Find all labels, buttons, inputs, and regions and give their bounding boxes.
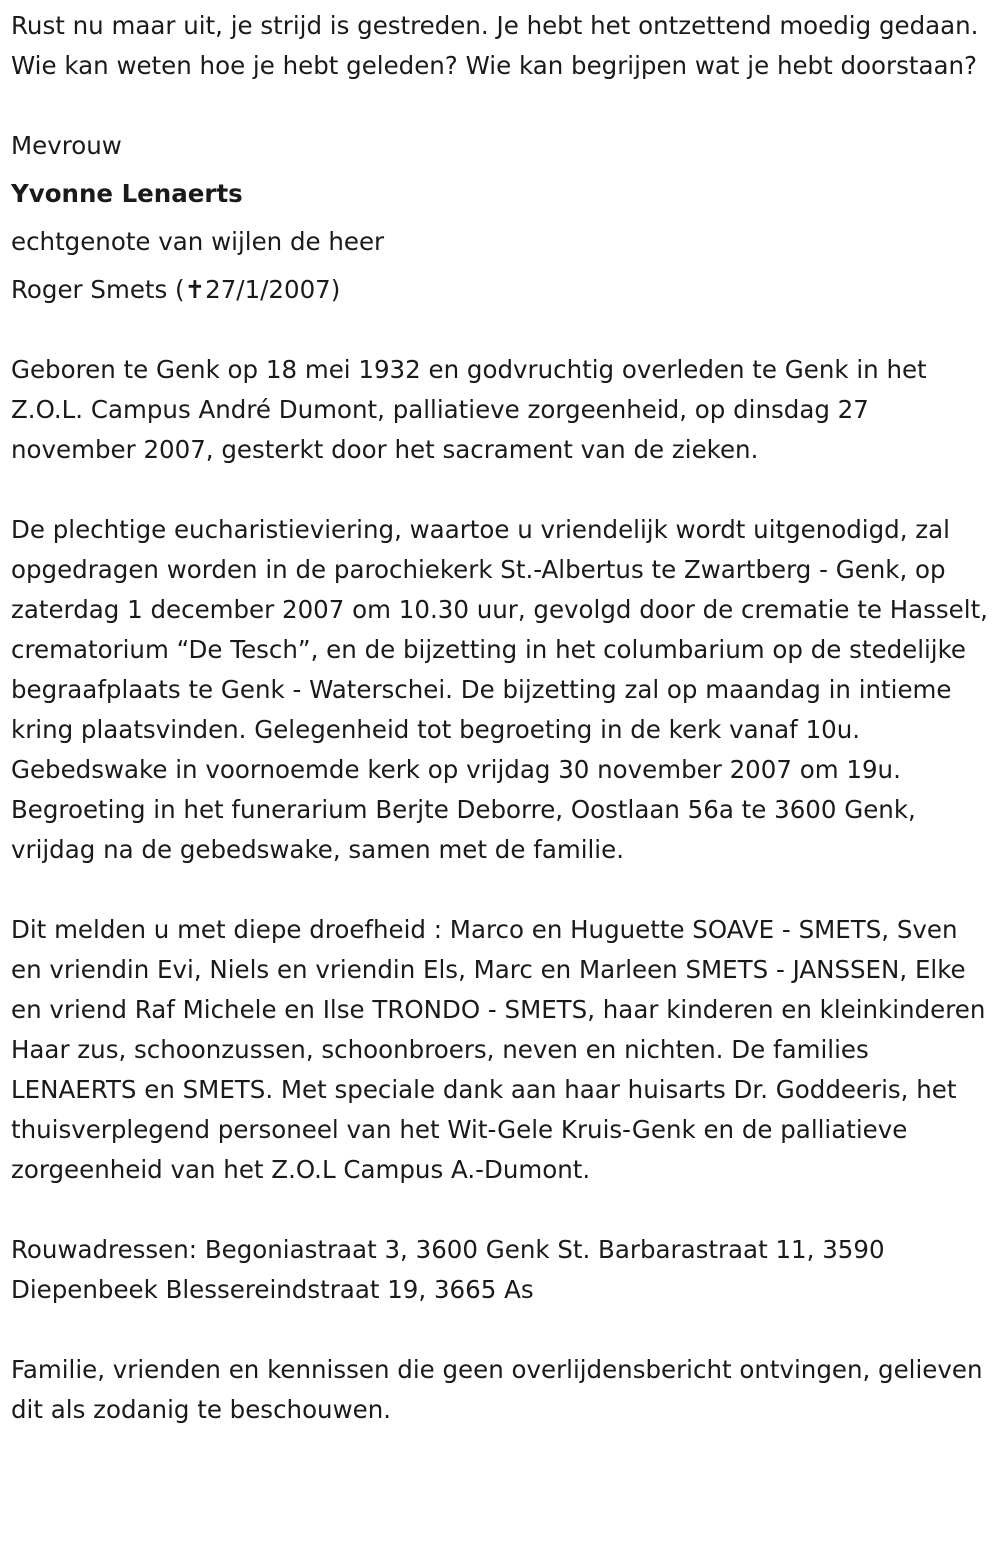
spacer	[11, 870, 993, 910]
relation-text: echtgenote van wijlen de heer	[11, 227, 385, 256]
closing-text: Familie, vrienden en kennissen die geen overlijdensbericht ontvingen, gelieven dit als zodanig te beschouwen.	[11, 1355, 983, 1424]
birth-death-text: Geboren te Genk op 18 mei 1932 en godvruchtig overleden te Genk in het Z.O.L. Campus André Dumont, palliatieve zorgeenheid, op dinsdag 27 november 2007, gesterkt door het sacrament van de zieken.	[11, 355, 927, 464]
addresses-text: Rouwadressen: Begoniastraat 3, 3600 Genk St. Barbarastraat 11, 3590 Diepenbeek Blessereindstraat 19, 3665 As	[11, 1235, 885, 1304]
spacer	[11, 1190, 993, 1230]
spacer	[11, 86, 993, 126]
deceased-name: Yvonne Lenaerts	[11, 179, 243, 208]
announcement-text: Dit melden u met diepe droefheid : Marco en Huguette SOAVE - SMETS, Sven en vriendin Evi, Niels en vriendin Els, Marc en Marleen SMETS - JANSSEN, Elke en vriend Raf Michele en Ilse TRONDO - SMETS, haar kinderen en kleinkinderen Haar zus, schoonzussen, schoonbroers, neven en nichten. De families LENAERTS en SMETS. Met speciale dank aan haar huisarts Dr. Goddeeris, het thuisverplegend personeel van het Wit-Gele Kruis-Genk en de palliatieve zorgeenheid van het Z.O.L Campus A.-Dumont.	[11, 915, 986, 1184]
spacer	[11, 470, 993, 510]
spacer	[11, 310, 993, 350]
intro-text: Rust nu maar uit, je strijd is gestreden. Je hebt het ontzettend moedig gedaan. Wie kan weten hoe je hebt geleden? Wie kan begrijpen wat je hebt doorstaan?	[11, 11, 979, 80]
ceremony-text: De plechtige eucharistieviering, waartoe u vriendelijk wordt uitgenodigd, zal opgedragen worden in de parochiekerk St.-Albertus te Zwartberg - Genk, op zaterdag 1 december 2007 om 10.30 uur, gevolgd door de crematie te Hasselt, crematorium “De Tesch”, en de bijzetting in het columbarium op de stedelijke begraafplaats te Genk - Waterschei. De bijzetting zal op maandag in intieme kring plaatsvinden. Gelegenheid tot begroeting in de kerk vanaf 10u. Gebedswake in voornoemde kerk op vrijdag 30 november 2007 om 19u. Begroeting in het funerarium Berjte Deborre, Oostlaan 56a te 3600 Genk, vrijdag na de gebedswake, samen met de familie.	[11, 515, 988, 864]
spacer	[11, 1310, 993, 1350]
salutation: Mevrouw	[11, 131, 122, 160]
obituary-notice	[11, 6, 993, 1430]
spouse-name: Roger Smets (✝27/1/2007)	[11, 275, 341, 304]
